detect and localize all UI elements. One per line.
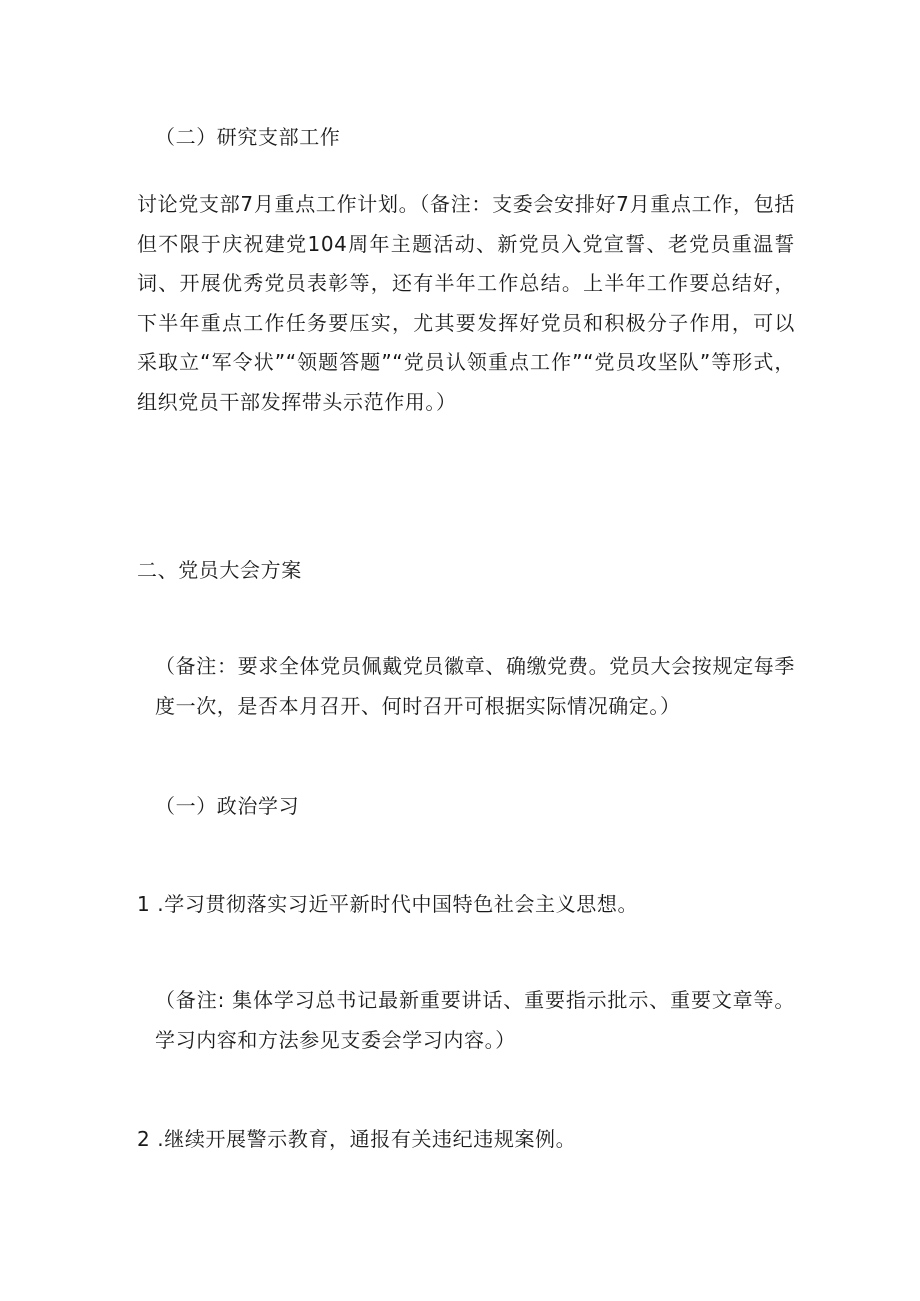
paragraph-meeting-note: （备注：要求全体党员佩戴党员徽章、确缴党费。党员大会按规定每季度一次，是否本月召开、何时召开可根据实际情况确定。） (155, 654, 795, 718)
list-item-2: 2 .继续开展警示教育，通报有关违纪违规案例。 (137, 1127, 577, 1151)
list-item-1: 1 .学习贯彻落实习近平新时代中国特色社会主义思想。 (137, 892, 639, 916)
part-heading-party-member-meeting: 二、党员大会方案 (137, 558, 302, 582)
subsection-heading-political-study: （一）政治学习 (155, 794, 300, 818)
paragraph-july-work-plan: 讨论党支部7月重点工作计划。（备注：支委会安排好7月重点工作，包括但不限于庆祝建党104周年主题活动、新党员入党宣誓、老党员重温誓词、开展优秀党员表彰等，还有半年工作总结。上半年工作要总结好，下半年重点工作任务要压实，尤其要发挥好党员和积极分子作用，可以采取立“军令状”“领题答题”“党员认领重点工作”“党员攻坚队”等形式，组织党员干部发挥带头示范作用。） (137, 192, 795, 414)
section-heading-research-branch-work: （二）研究支部工作 (155, 125, 341, 149)
paragraph-item-1-note: （备注: 集体学习总书记最新重要讲话、重要指示批示、重要文章等。学习内容和方法参见支委会学习内容。） (155, 988, 795, 1052)
